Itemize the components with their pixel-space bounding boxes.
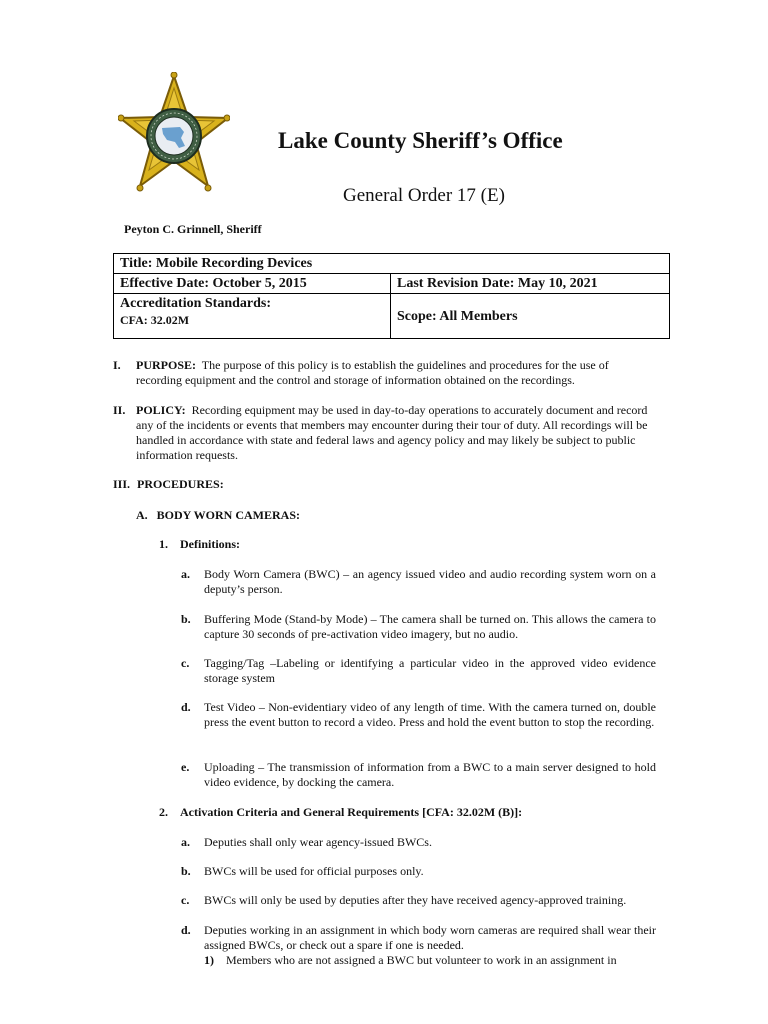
meta-accreditation bbox=[114, 294, 391, 339]
section-number: III. bbox=[113, 477, 131, 491]
accreditation-value: CFA: 32.02M bbox=[120, 313, 190, 327]
meta-last-revision: Last Revision Date: May 10, 2021 bbox=[391, 274, 670, 294]
section-label: PURPOSE: bbox=[136, 358, 196, 372]
subsection-letter: A. bbox=[136, 508, 148, 522]
organization-title: Lake County Sheriff’s Office bbox=[278, 128, 563, 153]
section-number: II. bbox=[113, 403, 126, 417]
sheriff-name: Peyton C. Grinnell, Sheriff bbox=[124, 222, 262, 236]
accreditation-label: Accreditation Standards: bbox=[120, 296, 272, 311]
definitions-heading bbox=[159, 537, 240, 552]
definition-text: Buffering Mode (Stand-by Mode) – The camera shall be turned on. This allows the camera to capture 30 seconds of pre-activation video imagery, but no audio. bbox=[204, 612, 656, 641]
section-procedures bbox=[113, 477, 224, 492]
activation-heading bbox=[159, 805, 522, 820]
meta-scope: Scope: All Members bbox=[391, 294, 670, 339]
item-number: 1. bbox=[159, 537, 168, 551]
requirement-text: Deputies shall only wear agency-issued BWCs. bbox=[204, 835, 432, 849]
requirement-subitem-text: Members who are not assigned a BWC but volunteer to work in an assignment in bbox=[226, 953, 617, 967]
subsection-body-worn-cameras bbox=[136, 508, 300, 523]
item-label: Activation Criteria and General Requirements [CFA: 32.02M (B)]: bbox=[180, 805, 523, 819]
document-page: Lake County Sheriff’s Office General Order 17 (E) Peyton C. Grinnell, Sheriff Title: Mobile Recording Devices Effective Date: October 5, 2015 Last Revision Date: May 10, 2021 Accreditation Standards: CFA: 32.02M Scope: All Members I. PURPOSE: The purpose of this policy is to establish the guidelines and procedures for the use of recording equipment and the control and storage of information obtained on the recordings. II. POLICY: Recording equipment may be used in day-to-day operations to accurately document and record any of the incidents or events that members may encounter during their tour of duty. All recordings will be handled in accordance with state and federal laws and agency policy and may likely be subject to public information requests. III. PROCEDURES: A. BODY WORN CAMERAS: 1. Definitions: a. Body Worn Camera (BWC) – an agency issued video and audio recording system worn on a deputy’s person. b. Buffering Mode (Stand-by Mode) – The camera shall be turned on. This allows the camera to capture 30 seconds of pre-activation video imagery, but no audio. c. Tagging/Tag –Labeling or identifying a particular video in the approved video evidence storage system d. Test Video – Non-evidentiary video of any length of time. With the camera turned on, double press the event button to record a video. Press and hold the event button to stop the recording. e. Uploading – The transmission of information from a BWC to a main server designed to hold video evidence, by docking the camera. 2. Activation Criteria and General Requirements [CFA: 32.02M (B)]: a. Deputies shall only wear agency-issued BWCs. b. BWCs will be used for official purposes only. c. BWCs will only be used by deputies after they have received agency-approved training. d. Deputies working in an assignment in which body worn cameras are required shall wear their assigned BWCs, or check out a spare if one is needed. 1) Members who are not assigned a BWC but volunteer to work in an assignment in bbox=[0, 0, 768, 1024]
definition-text: Test Video – Non-evidentiary video of any length of time. With the camera turned on, double press the event button to record a video. Press and hold the event button to stop the recording. bbox=[204, 700, 656, 729]
order-metadata-table bbox=[113, 253, 670, 339]
definition-text: Uploading – The transmission of information from a BWC to a main server designed to hold video evidence, by docking the camera. bbox=[204, 760, 656, 789]
sheriff-star-badge-icon bbox=[118, 72, 230, 196]
requirement-text: BWCs will only be used by deputies after they have received agency-approved training. bbox=[204, 893, 627, 907]
meta-effective-date: Effective Date: October 5, 2015 bbox=[114, 274, 391, 294]
requirement-text: BWCs will be used for official purposes only. bbox=[204, 864, 424, 878]
subsection-label: BODY WORN CAMERAS: bbox=[156, 508, 301, 522]
policy-text: Recording equipment may be used in day-to-day operations to accurately document and record any of the incidents or events that members may encounter during their tour of duty. All recordings will be handled in accordance with state and federal laws and agency policy and may likely be subject to public information requests. bbox=[136, 403, 648, 462]
definition-text: Tagging/Tag –Labeling or identifying a particular video in the approved video evidence storage system bbox=[204, 656, 656, 685]
section-number: I. bbox=[113, 358, 121, 372]
item-number: 2. bbox=[159, 805, 168, 819]
purpose-text: The purpose of this policy is to establish the guidelines and procedures for the use of recording equipment and the control and storage of information obtained on the recordings. bbox=[136, 358, 609, 387]
meta-title: Title: Mobile Recording Devices bbox=[114, 254, 670, 274]
section-label: PROCEDURES: bbox=[137, 477, 224, 491]
section-label: POLICY: bbox=[136, 403, 186, 417]
general-order-title: General Order 17 (E) bbox=[343, 185, 505, 206]
requirement-text: Deputies working in an assignment in which body worn cameras are required shall wear their assigned BWCs, or check out a spare if one is needed. bbox=[204, 923, 656, 952]
definition-text: Body Worn Camera (BWC) – an agency issued video and audio recording system worn on a deputy’s person. bbox=[204, 567, 656, 596]
item-label: Definitions: bbox=[180, 537, 240, 551]
